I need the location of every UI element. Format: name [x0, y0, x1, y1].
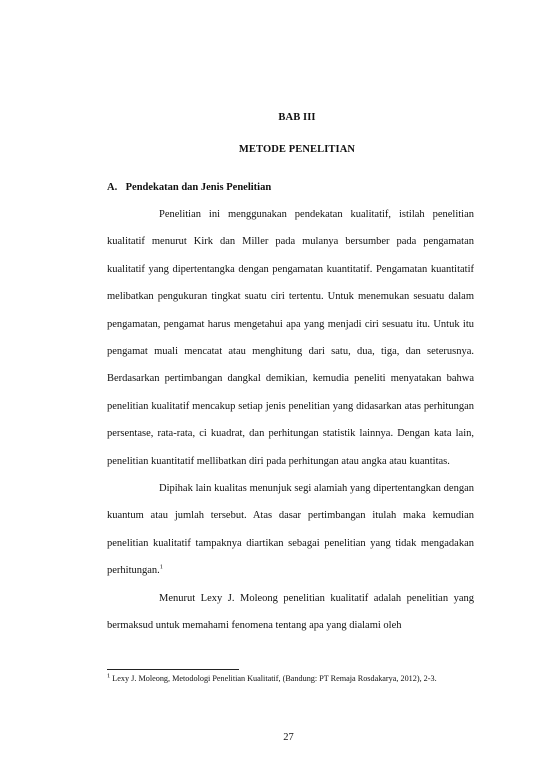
- paragraph-text: Dipihak lain kualitas menunjuk segi alamiah yang dipertentangkan dengan kuantum atau jumlah tersebut. Atas dasar pertimbangan itulah maka kemudian penelitian kualitatif tampaknya diartikan sebagai penelitian yang tidak mengadakan perhitungan.: [107, 483, 474, 577]
- paragraph: [107, 201, 474, 475]
- chapter-title: METODE PENELITIAN: [238, 144, 356, 155]
- footnote-reference[interactable]: 1: [159, 563, 164, 571]
- footnote-text: Lexy J. Moleong, Metodologi Penelitian Kualitatif, (Bandung: PT Remaja Rosdakarya, 2012), 2-3.: [112, 674, 437, 683]
- section-heading: [107, 182, 271, 193]
- section-title: Pendekatan dan Jenis Penelitian: [125, 182, 272, 193]
- paragraph-text: Menurut Lexy J. Moleong penelitian kualitatif adalah penelitian yang bermaksud untuk memahami fenomena tentang apa yang dialami oleh: [107, 592, 474, 632]
- body-text: [107, 201, 474, 640]
- paragraph: [107, 585, 474, 640]
- footnote: [107, 673, 477, 685]
- chapter-number: BAB III: [278, 112, 316, 123]
- footnote-marker: 1: [107, 672, 111, 680]
- page-number: 27: [283, 732, 294, 743]
- section-number: A.: [107, 182, 118, 193]
- paragraph-text: Penelitian ini menggunakan pendekatan kualitatif, istilah penelitian kualitatif menurut Kirk dan Miller pada mulanya bersumber pada pengamatan kualitatif yang dipertentangka dengan pengamatan kuantitatif. Pengamatan kuantitatif melibatkan pengukuran tingkat suatu ciri tertentu. Untuk menemukan sesuatu dalam pengamatan, pengamat harus mengetahui apa yang menjadi ciri sesuatu itu. Untuk itu pengamat muali mencatat atau menghitung dari satu, dua, tiga, dan seterusnya. Berdasarkan pertimbangan dangkal demikian, kemudia peneliti menyatakan bahwa penelitian kualitatif mencakup setiap jenis penelitian yang didasarkan atas perhitungan persentase, rata-rata, ci kuadrat, dan perhitungan statistik lainnya. Dengan kata lain, penelitian kuantitatif mellibatkan diri pada perhitungan atau angka atau kuantitas.: [107, 209, 474, 467]
- footnote-divider: [107, 669, 239, 670]
- paragraph: [107, 475, 474, 585]
